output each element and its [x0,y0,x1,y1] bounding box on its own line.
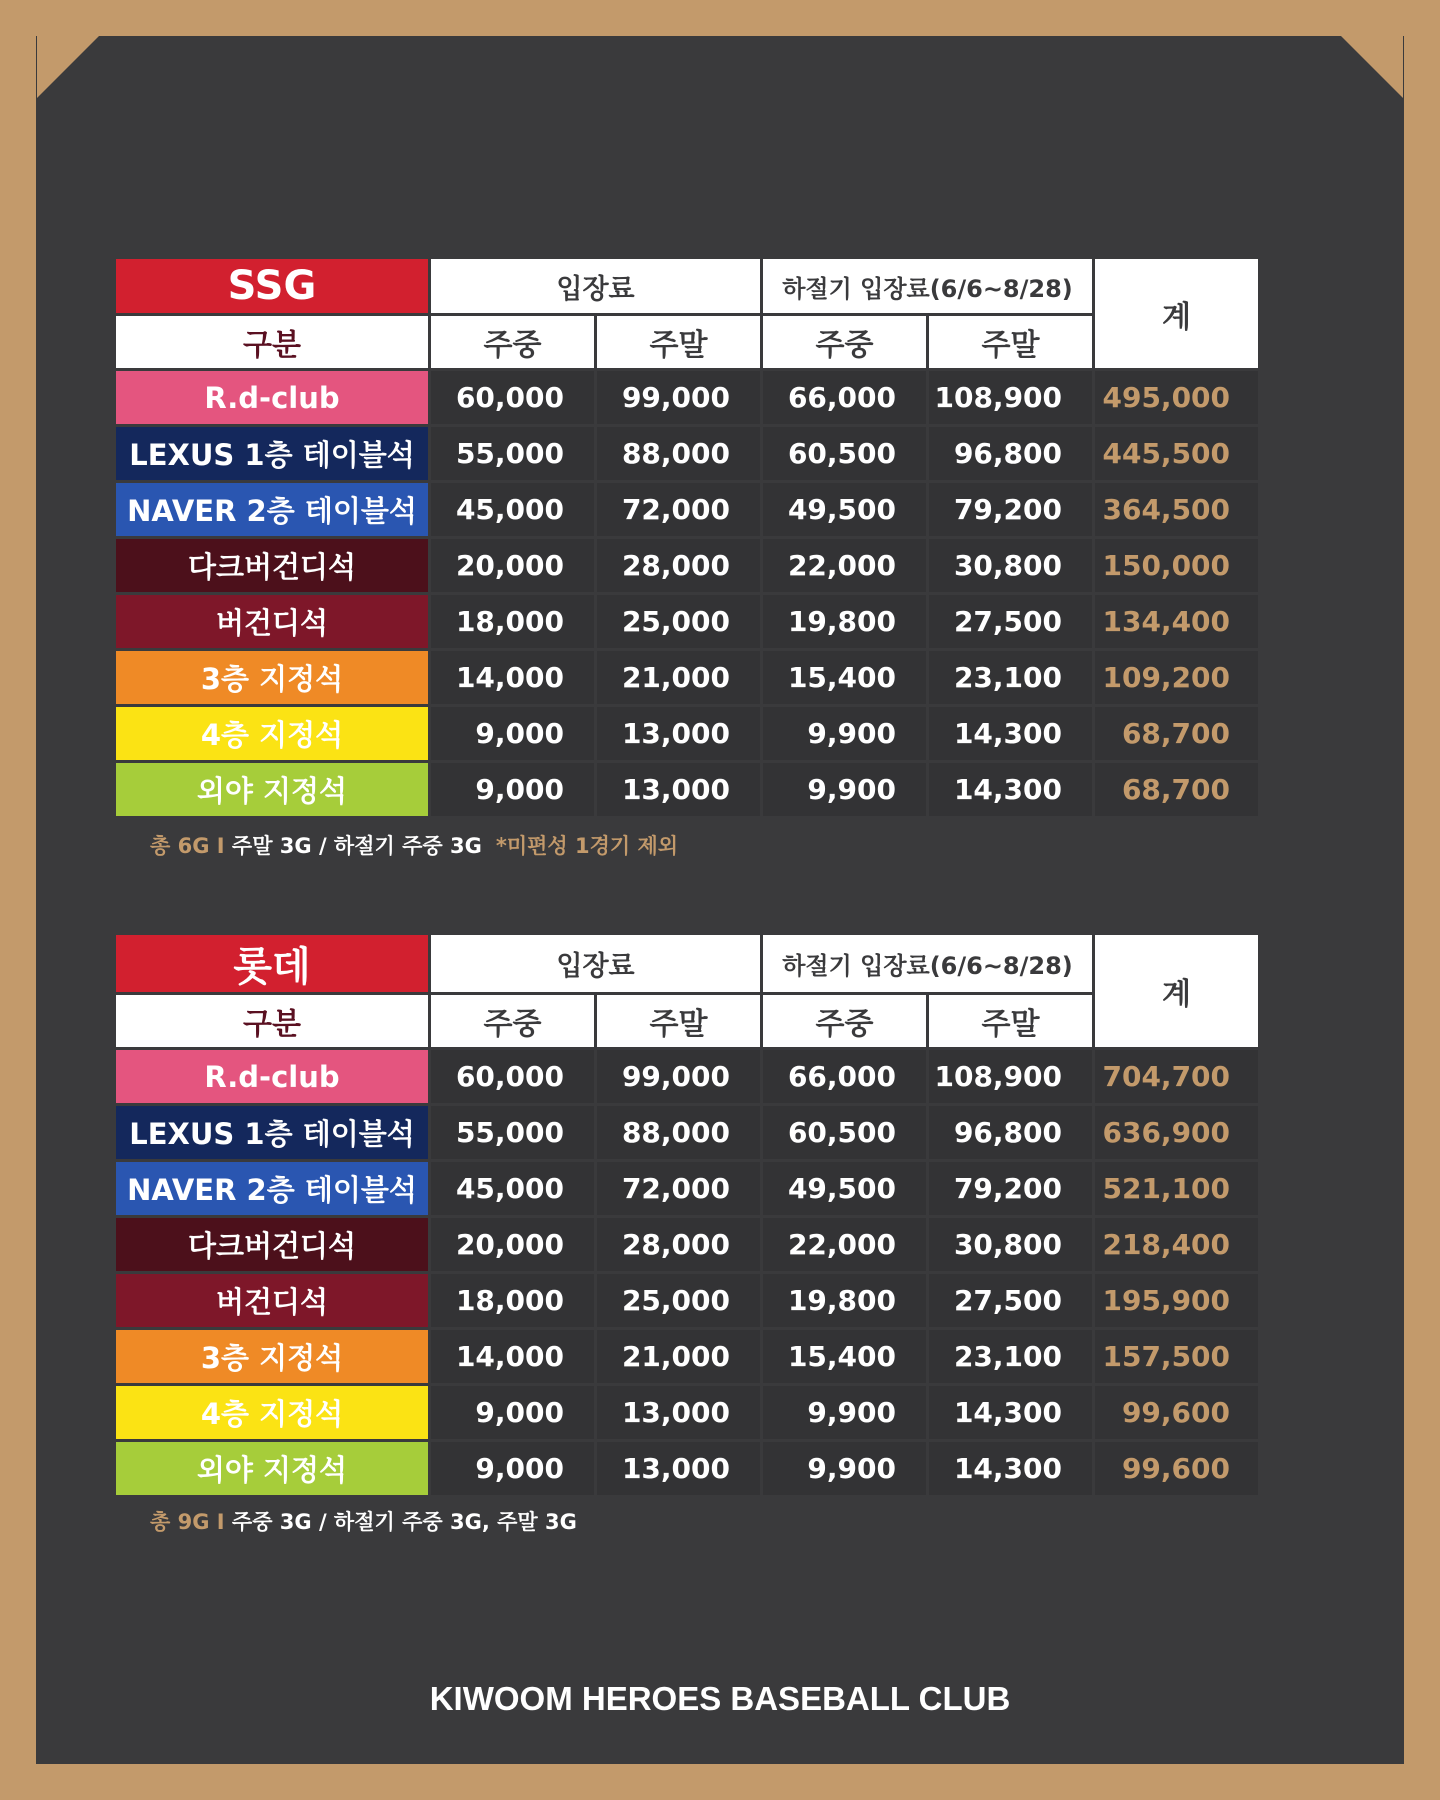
summer-weekday-price: 9,900 [762,706,928,762]
weekday-price: 45,000 [430,1161,596,1217]
club-name: KIWOOM HEROES BASEBALL CLUB [429,1680,1011,1717]
table-row [115,650,1260,706]
summer-weekday-price: 15,400 [762,650,928,706]
total-price: 521,100 [1094,1161,1260,1217]
game-breakdown: 주말 3G / 하절기 주중 3G [231,834,482,858]
weekday-price: 9,000 [430,1385,596,1441]
admission-header: 입장료 [430,934,762,994]
seat-name: 4층 지정석 [115,706,430,762]
price-table [113,256,1261,819]
weekday-price: 55,000 [430,1105,596,1161]
seat-name: 버건디석 [115,594,430,650]
total-price: 99,600 [1094,1441,1260,1497]
admission-header: 입장료 [430,258,762,315]
note-extra: *미편성 1경기 제외 [495,834,679,858]
seat-name: 외야 지정석 [115,1441,430,1497]
weekday-price: 9,000 [430,762,596,818]
weekend-price: 13,000 [596,1441,762,1497]
seat-name: LEXUS 1층 테이블석 [115,426,430,482]
table-row [115,1329,1260,1385]
total-price: 704,700 [1094,1049,1260,1105]
table-row [115,1161,1260,1217]
summer-weekday-header: 주중 [762,994,928,1049]
weekday-price: 60,000 [430,1049,596,1105]
weekday-price: 20,000 [430,538,596,594]
summer-weekday-price: 66,000 [762,370,928,426]
summer-weekday-price: 9,900 [762,1441,928,1497]
seat-name: R.d-club [115,370,430,426]
summer-admission-header: 하절기 입장료(6/6~8/28) [762,258,1094,315]
weekday-price: 14,000 [430,650,596,706]
total-price: 218,400 [1094,1217,1260,1273]
table-row [115,1441,1260,1497]
seat-name: 외야 지정석 [115,762,430,818]
summer-weekend-price: 96,800 [928,1105,1094,1161]
weekend-price: 13,000 [596,1385,762,1441]
summer-weekend-price: 14,300 [928,762,1094,818]
total-header: 계 [1094,934,1260,1049]
total-price: 134,400 [1094,594,1260,650]
summer-weekend-price: 79,200 [928,482,1094,538]
table-row [115,538,1260,594]
summer-weekday-price: 19,800 [762,594,928,650]
weekend-price: 25,000 [596,1273,762,1329]
total-price: 364,500 [1094,482,1260,538]
weekday-price: 60,000 [430,370,596,426]
weekend-price: 99,000 [596,370,762,426]
seat-name: 3층 지정석 [115,650,430,706]
weekend-price: 25,000 [596,594,762,650]
summer-weekend-price: 27,500 [928,594,1094,650]
summer-weekday-price: 9,900 [762,762,928,818]
weekday-price: 18,000 [430,594,596,650]
summer-weekend-price: 79,200 [928,1161,1094,1217]
table-row [115,1217,1260,1273]
table-row [115,482,1260,538]
total-price: 195,900 [1094,1273,1260,1329]
summer-weekday-price: 60,500 [762,426,928,482]
weekday-price: 45,000 [430,482,596,538]
note-separator: I [216,834,225,858]
total-price: 68,700 [1094,762,1260,818]
weekend-price: 88,000 [596,426,762,482]
total-price: 68,700 [1094,706,1260,762]
total-header: 계 [1094,258,1260,370]
total-price: 109,200 [1094,650,1260,706]
table-row [115,594,1260,650]
summer-weekend-price: 23,100 [928,1329,1094,1385]
category-header: 구분 [115,315,430,370]
seat-name: LEXUS 1층 테이블석 [115,1105,430,1161]
seat-name: 3층 지정석 [115,1329,430,1385]
table-row [115,762,1260,818]
weekend-price: 21,000 [596,1329,762,1385]
summer-weekday-price: 66,000 [762,1049,928,1105]
summer-weekend-price: 108,900 [928,370,1094,426]
game-breakdown: 주중 3G / 하절기 주중 3G, 주말 3G [231,1510,577,1534]
weekday-price: 20,000 [430,1217,596,1273]
seat-name: 4층 지정석 [115,1385,430,1441]
seat-name: NAVER 2층 테이블석 [115,482,430,538]
weekend-price: 88,000 [596,1105,762,1161]
weekday-price: 18,000 [430,1273,596,1329]
total-price: 495,000 [1094,370,1260,426]
weekend-price: 28,000 [596,1217,762,1273]
game-count-note [150,830,678,860]
weekend-price: 21,000 [596,650,762,706]
seat-name: R.d-club [115,1049,430,1105]
summer-weekend-price: 14,300 [928,706,1094,762]
total-price: 445,500 [1094,426,1260,482]
seat-name: 다크버건디석 [115,1217,430,1273]
summer-weekday-price: 60,500 [762,1105,928,1161]
weekend-price: 28,000 [596,538,762,594]
weekend-header: 주말 [596,994,762,1049]
summer-weekday-price: 49,500 [762,482,928,538]
summer-weekend-price: 30,800 [928,1217,1094,1273]
team-name: SSG [115,258,430,315]
corner-ornament-right [1341,36,1403,98]
seat-name: 다크버건디석 [115,538,430,594]
summer-weekend-price: 108,900 [928,1049,1094,1105]
game-count-note [150,1506,577,1536]
total-price: 99,600 [1094,1385,1260,1441]
summer-weekend-price: 27,500 [928,1273,1094,1329]
total-price: 157,500 [1094,1329,1260,1385]
summer-weekday-price: 22,000 [762,538,928,594]
weekday-header: 주중 [430,315,596,370]
weekday-price: 14,000 [430,1329,596,1385]
team-name: 롯데 [115,934,430,994]
note-separator: I [216,1510,225,1534]
corner-ornament-left [37,36,99,98]
weekday-price: 9,000 [430,1441,596,1497]
summer-admission-header: 하절기 입장료(6/6~8/28) [762,934,1094,994]
weekend-price: 99,000 [596,1049,762,1105]
summer-weekday-price: 49,500 [762,1161,928,1217]
summer-weekday-header: 주중 [762,315,928,370]
summer-weekday-price: 15,400 [762,1329,928,1385]
weekday-header: 주중 [430,994,596,1049]
seat-name: 버건디석 [115,1273,430,1329]
seat-name: NAVER 2층 테이블석 [115,1161,430,1217]
price-table [113,932,1261,1498]
summer-weekend-price: 14,300 [928,1441,1094,1497]
summer-weekend-header: 주말 [928,994,1094,1049]
summer-weekend-price: 96,800 [928,426,1094,482]
table-row [115,1049,1260,1105]
table-row [115,1273,1260,1329]
summer-weekend-price: 23,100 [928,650,1094,706]
weekend-price: 13,000 [596,762,762,818]
summer-weekend-price: 30,800 [928,538,1094,594]
table-row [115,1105,1260,1161]
weekend-price: 13,000 [596,706,762,762]
summer-weekend-header: 주말 [928,315,1094,370]
summer-weekday-price: 19,800 [762,1273,928,1329]
table-row [115,1385,1260,1441]
summer-weekday-price: 9,900 [762,1385,928,1441]
table-row [115,706,1260,762]
total-games: 총 6G [150,834,210,858]
total-price: 636,900 [1094,1105,1260,1161]
weekday-price: 55,000 [430,426,596,482]
total-price: 150,000 [1094,538,1260,594]
summer-weekend-price: 14,300 [928,1385,1094,1441]
category-header: 구분 [115,994,430,1049]
weekend-header: 주말 [596,315,762,370]
total-games: 총 9G [150,1510,210,1534]
table-row [115,426,1260,482]
weekday-price: 9,000 [430,706,596,762]
summer-weekday-price: 22,000 [762,1217,928,1273]
weekend-price: 72,000 [596,482,762,538]
table-row [115,370,1260,426]
weekend-price: 72,000 [596,1161,762,1217]
